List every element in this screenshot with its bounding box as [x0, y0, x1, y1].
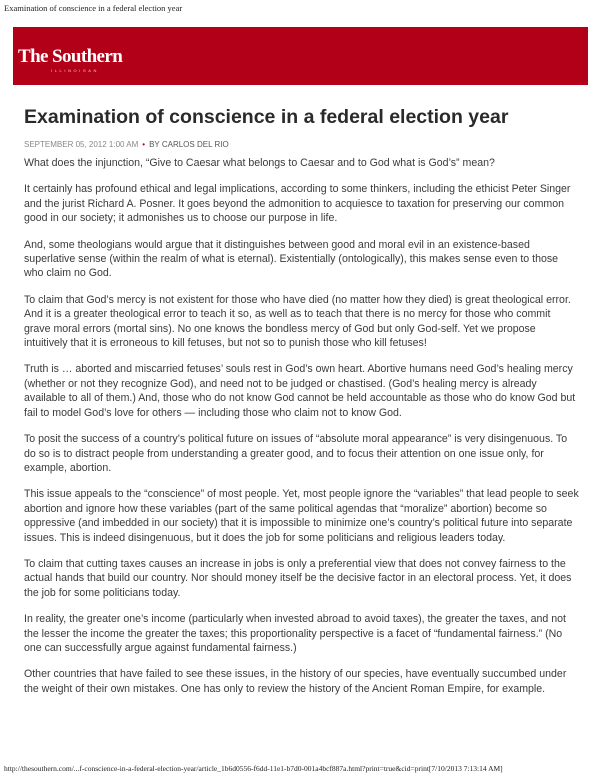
- site-logo-subtitle: ILLINOISAN: [51, 68, 100, 73]
- article-paragraph: Truth is … aborted and miscarried fetuses’ souls rest in God’s own heart. Abortive humans need God’s healing mercy (whether or not they recognize God), and need not to be judged or chastised. (God’s healing mercy is already available to all of them.) And, those who do not know God cannot be held accountable as those who do know God but fail to model God’s love for others — including those who claim not to know God.: [24, 363, 576, 419]
- article-body: [24, 156, 579, 708]
- site-logo[interactable]: The Southern: [18, 46, 123, 67]
- article-paragraph: It certainly has profound ethical and legal implications, according to some thinkers, including the ethicist Peter Singer and the jurist Richard A. Posner. It goes beyond the admonition to acquiesce to taxation for preserving our common good in our society; it admonishes us to choose our purpose in life.: [24, 183, 571, 225]
- print-footer-url: http://thesouthern.com/...f-conscience-in-a-federal-election-year/article_1b6d0556-f6dd-11e1-b7d0-001a4bcf887a.html?print=true&cid=print[7/10/2013 7:13:14 AM]: [4, 764, 503, 773]
- article-author: BY CARLOS DEL RIO: [149, 140, 229, 149]
- print-header: Examination of conscience in a federal election year: [4, 3, 183, 13]
- article-paragraph: What does the injunction, “Give to Caesar what belongs to Caesar and to God what is God’s” mean?: [24, 157, 495, 169]
- article-paragraph: To claim that God’s mercy is not existent for those who have died (no matter how they died) is great theological error. And it is a greater theological error to teach it so, as well as to teach that there is no mercy for those who commit grave moral errors (mortal sins). No one knows the bondless mercy of God but only God-self. Yet we propose intuitively that it is erroneous to kill fetuses, but not so to punish those who kill fetuses!: [24, 293, 571, 350]
- article-date: SEPTEMBER 05, 2012 1:00 AM: [24, 140, 139, 149]
- article-byline: [24, 140, 229, 149]
- article-title: Examination of conscience in a federal election year: [24, 106, 509, 128]
- article-paragraph: In reality, the greater one’s income (particularly when invested abroad to avoid taxes), the greater the taxes, and not the lesser the income the greater the taxes; this proportionality perspective is a facet of “fundamental fairness.” (No one can successfully argue against fundamental fairness.): [24, 613, 566, 654]
- article-paragraph: This issue appeals to the “conscience” of most people. Yet, most people ignore the “variables” that lead people to seek abortion and ignore how these variables (part of the same political agendas that “moralize” abortion) become so oppressive (and imbedded in our society) that it is impossible to minimize one’s country’s political future into separate issues. This is indeed disingenuous, but it does the job for some politicians and religious leaders today.: [24, 488, 579, 544]
- byline-separator: •: [142, 140, 146, 149]
- article-paragraph: And, some theologians would argue that it distinguishes between good and moral evil in an existence-based superlative sense (within the realm of what is eternal). Existentially (ontologically), this makes sense even to those who claim no God.: [24, 238, 559, 280]
- article-paragraph: To claim that cutting taxes causes an increase in jobs is only a preferential view that does not convey fairness to the actual hands that build our country. Nor should money itself be the decisive factor in an electoral process. Yet, it does the job for some politicians today.: [24, 557, 572, 599]
- article-paragraph: To posit the success of a country’s political future on issues of “absolute moral appearance” is very disingenuous. To do so is to distract people from understanding a greater good, and to focus their attention on one issue only, for example, abortion.: [24, 433, 568, 474]
- article-paragraph: Other countries that have failed to see these issues, in the history of our species, have eventually succumbed under the weight of their own mistakes. One has only to review the history of the Ancient Roman Empire, for example.: [24, 668, 567, 695]
- masthead-banner: [13, 27, 588, 85]
